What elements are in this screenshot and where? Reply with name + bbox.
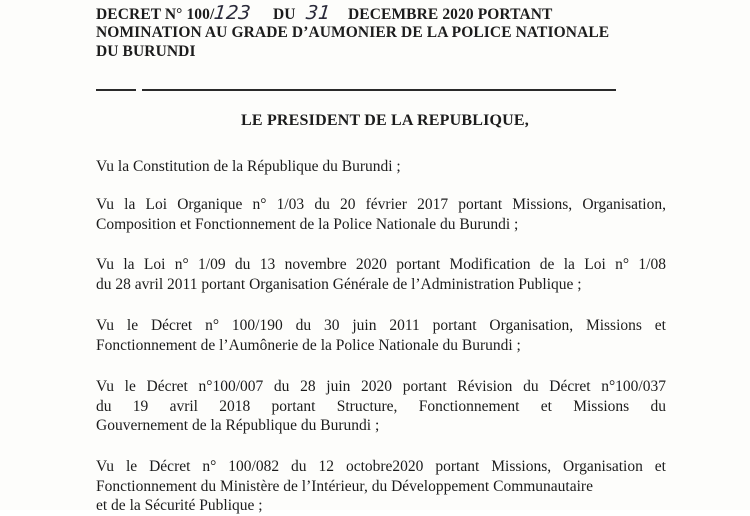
paragraph-line: Fonctionnement de l’Aumônerie de la Police Nationale du Burundi ; (96, 336, 521, 354)
paragraph-line: du 19 avril 2018 portant Structure, Fonctionnement et Missions du (96, 397, 666, 415)
visa-paragraph (96, 195, 666, 234)
paragraph-line: du 28 avril 2011 portant Organisation Générale de l’Administration Publique ; (96, 275, 582, 293)
paragraph-line: Vu le Décret n° 100/190 du 30 juin 2011 portant Organisation, Missions et (96, 317, 666, 334)
visa-paragraph (96, 316, 666, 355)
president-heading: LE PRESIDENT DE LA REPUBLIQUE, (241, 112, 529, 129)
separator-segment (96, 89, 136, 91)
title-line-1 (96, 4, 696, 23)
title-suffix: DECEMBRE 2020 PORTANT (347, 6, 553, 23)
separator-segment (142, 89, 616, 91)
title-separator (96, 89, 616, 91)
handwritten-day: 31 (304, 2, 332, 24)
paragraph-line: Vu le Décret n°100/007 du 28 juin 2020 portant Révision du Décret n°100/037 (96, 378, 666, 395)
handwritten-decree-number: 123 (213, 2, 253, 24)
title-du: DU (273, 6, 296, 23)
paragraph-line: et de la Sécurité Publique ; (96, 497, 263, 514)
visa-paragraph (96, 157, 666, 177)
visa-paragraph (96, 377, 666, 436)
paragraph-line: Vu la Loi n° 1/09 du 13 novembre 2020 portant Modification de la Loi n° 1/08 (96, 256, 666, 273)
decree-title (96, 4, 696, 61)
paragraph-line: Composition et Fonctionnement de la Police Nationale du Burundi ; (96, 215, 519, 233)
visa-paragraph (96, 457, 666, 516)
title-line-2: NOMINATION AU GRADE D’AUMONIER DE LA POLICE NATIONALE (96, 24, 610, 41)
title-line-3: DU BURUNDI (96, 43, 196, 60)
visa-paragraph (96, 255, 666, 294)
title-prefix: DECRET N° 100/ (96, 6, 215, 23)
paragraph-line: Gouvernement de la République du Burundi ; (96, 417, 380, 434)
paragraph-line: Fonctionnement du Ministère de l’Intérieur, du Développement Communautaire (96, 477, 593, 495)
paragraph-line: Vu le Décret n° 100/082 du 12 octobre2020 portant Missions, Organisation et (96, 458, 666, 475)
paragraph-line: Vu la Loi Organique n° 1/03 du 20 février 2017 portant Missions, Organisation, (96, 196, 666, 213)
paragraph-line: Vu la Constitution de la République du Burundi ; (96, 158, 401, 175)
